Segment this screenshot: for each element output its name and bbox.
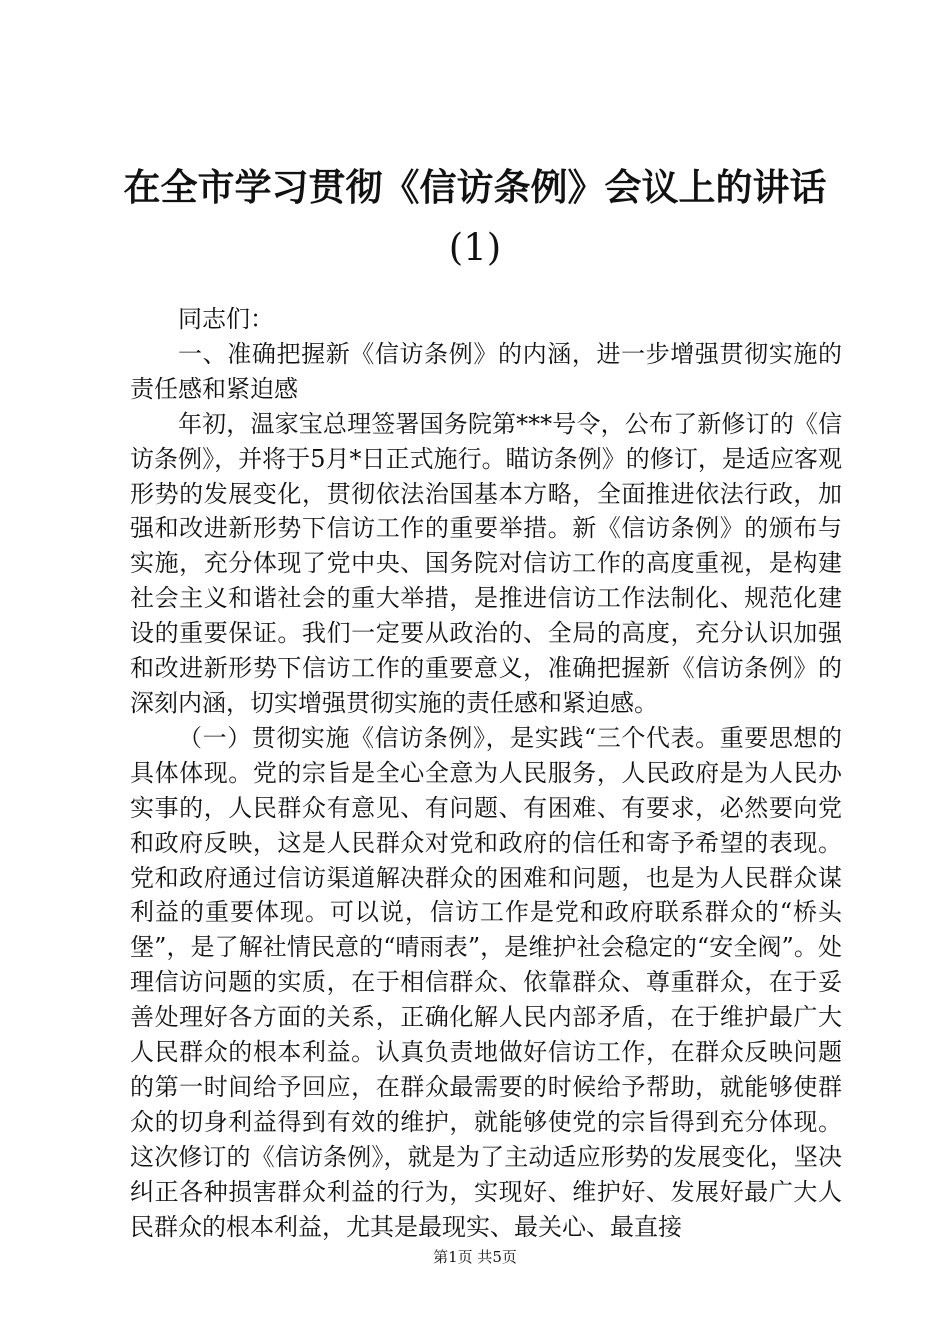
document-title — [120, 158, 830, 278]
section-heading-1: 一、准确把握新《信访条例》的内涵，进一步增强贯彻实施的责任感和紧迫感 — [130, 339, 842, 403]
page-footer: 第1页 共5页 — [433, 1248, 517, 1266]
paragraph-2: （一）贯彻实施《信访条例》，是实践“三个代表。重要思想的具体体现。党的宗旨是全心全意为人民服务，人民政府是为人民办实事的，人民群众有意见、有问题、有困难、有要求，必然要向党和政府反映，这是人民群众对党和政府的信任和寄予希望的表现。党和政府通过信访渠道解决群众的困难和问题，也是为人民群众谋利益的重要体现。可以说，信访工作是党和政府联系群众的“桥头堡”，是了解社情民意的“晴雨表”，是维护社会稳定的“安全阀”。处理信访问题的实质，在于相信群众、依靠群众、尊重群众，在于妥善处理好各方面的关系，正确化解人民内部矛盾，在于维护最广大人民群众的根本利益。认真负责地做好信访工作，在群众反映问题的第一时间给予回应，在群众最需要的时候给予帮助，就能够使群众的切身利益得到有效的维护，就能够使党的宗旨得到充分体现。这次修订的《信访条例》，就是为了主动适应形势的发展变化，坚决纠正各种损害群众利益的行为，实现好、维护好、发展好最广大人民群众的根本利益，尤其是最现实、最关心、最直接 — [130, 723, 842, 1241]
paragraph-1: 年初，温家宝总理签署国务院第***号令，公布了新修订的《信访条例》，并将于5月*日正式施行。瞄访条例》的修订，是适应客观形势的发展变化，贯彻依法治国基本方略，全面推进依法行政，加强和改进新形势下信访工作的重要举措。新《信访条例》的颁布与实施，充分体现了党中央、国务院对信访工作的高度重视，是构建社会主义和谐社会的重大举措，是推进信访工作法制化、规范化建设的重要保证。我们一定要从政治的、全局的高度，充分认识加强和改进新形势下信访工作的重要意义，准确把握新《信访条例》的深刻内涵，切实增强贯彻实施的责任感和紧迫感。 — [130, 409, 842, 717]
title-line-2: (1) — [448, 226, 502, 269]
salutation: 同志们： — [178, 305, 274, 333]
title-line-1: 在全市学习贯彻《信访条例》会议上的讲话 — [123, 166, 827, 209]
document-body — [130, 302, 842, 1244]
